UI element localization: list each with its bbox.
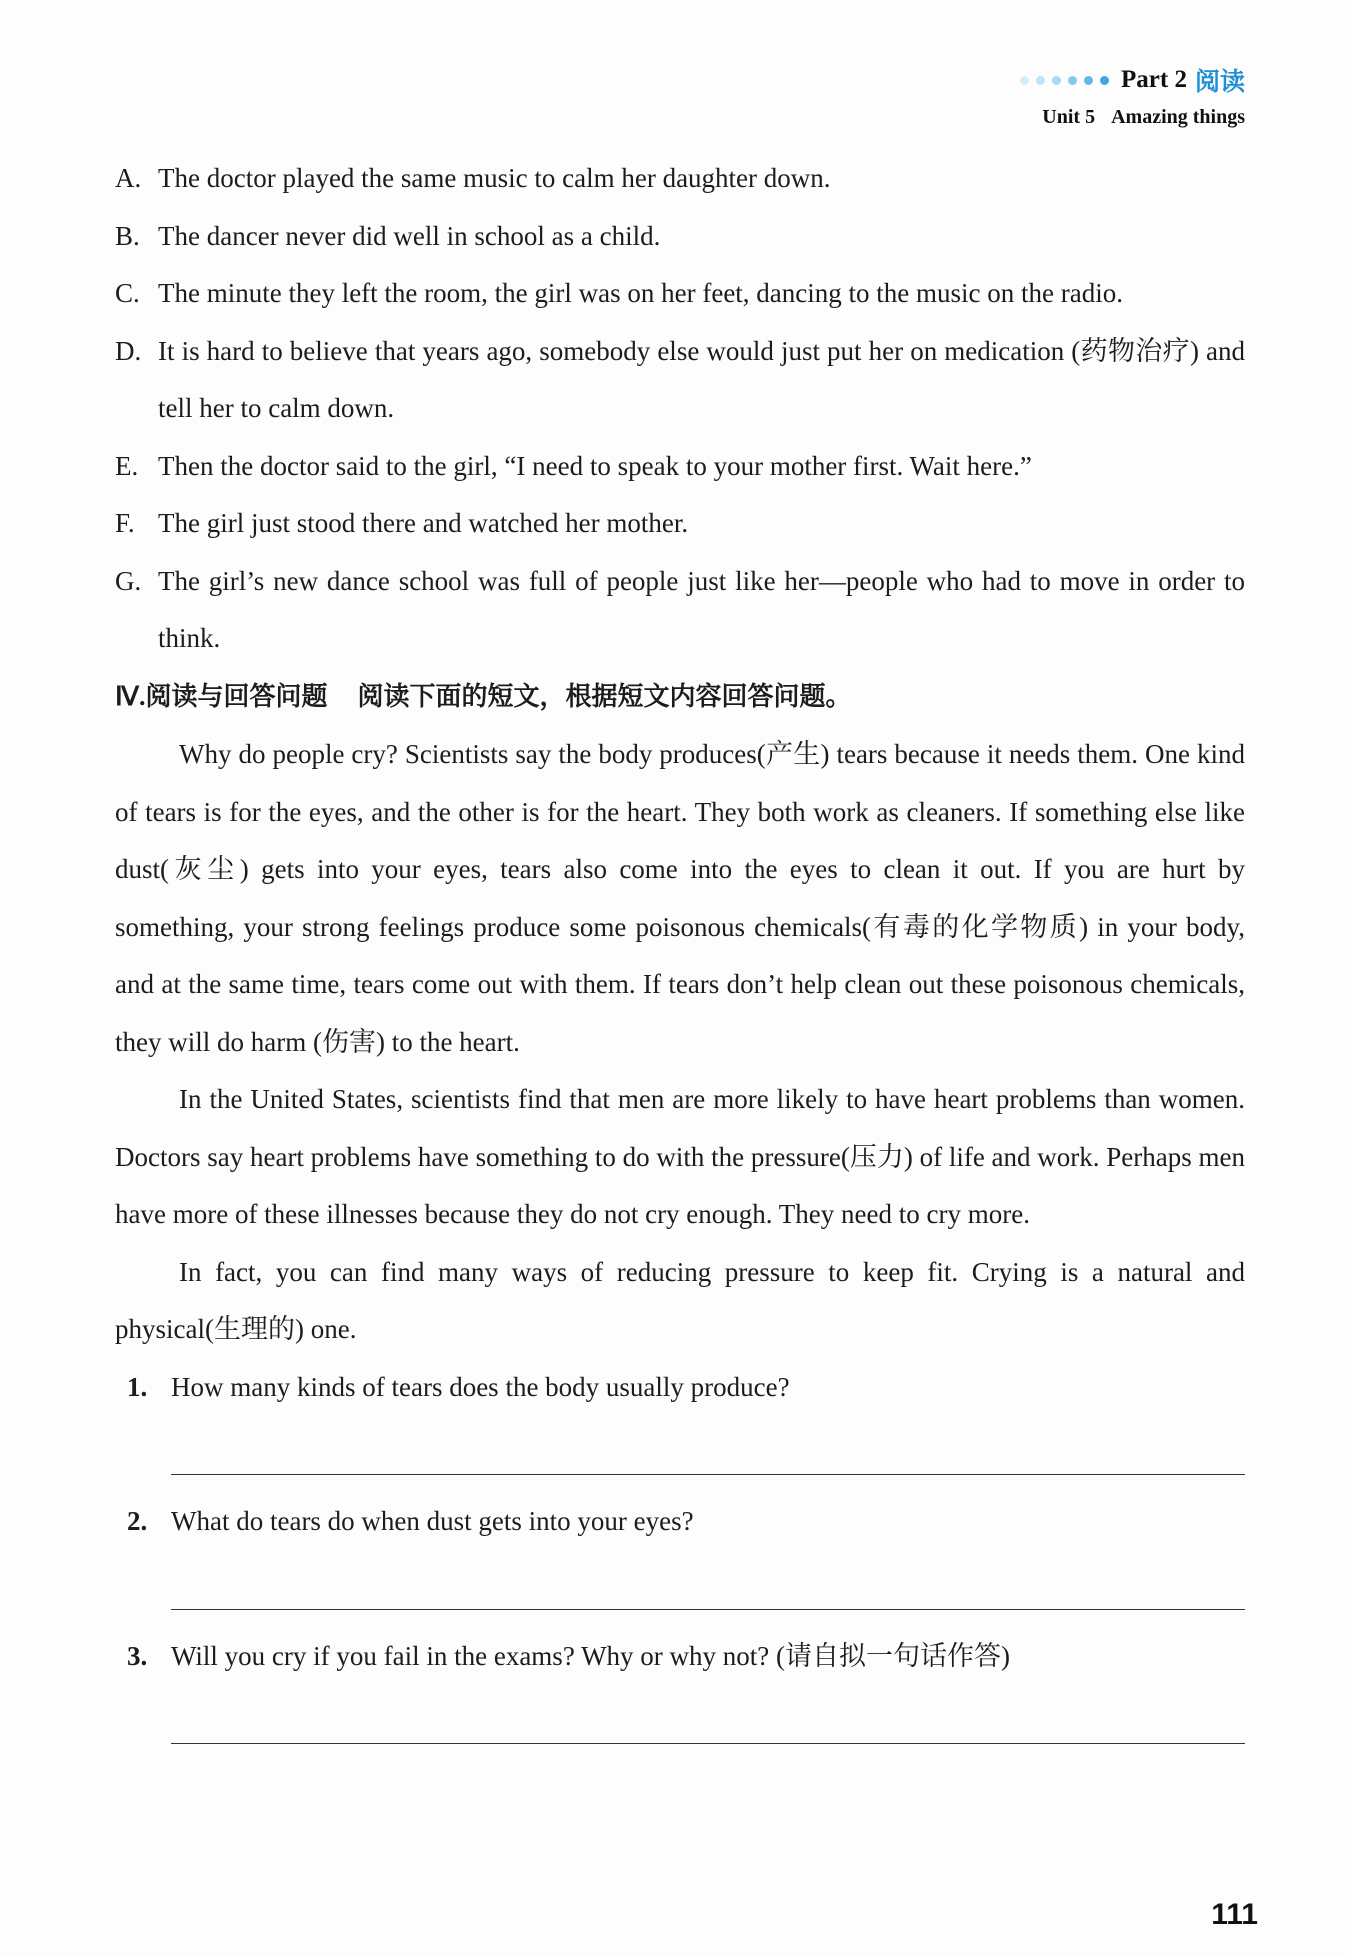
decorative-dots [1020, 76, 1109, 85]
option-b [115, 208, 1245, 266]
part-title: 阅读 [1194, 67, 1245, 96]
option-letter: D. [115, 335, 142, 366]
option-g [115, 553, 1245, 668]
dot-icon [1068, 76, 1077, 85]
option-text: The doctor played the same music to calm her daughter down. [158, 163, 831, 193]
option-text: The minute they left the room, the girl was on her feet, dancing to the music on the radio. [158, 278, 1123, 308]
reading-passage [115, 726, 1245, 1359]
question-2 [127, 1493, 1245, 1551]
question-number: 3. [127, 1640, 148, 1671]
page-content [115, 150, 1245, 1762]
question-list [115, 1359, 1245, 1745]
section-instruction: 阅读下面的短文，根据短文内容回答问题。 [357, 681, 852, 712]
part-label: Part 2 [1121, 66, 1187, 93]
option-c [115, 265, 1245, 323]
option-list [115, 150, 1245, 668]
unit-title: Amazing things [1111, 106, 1245, 128]
option-letter: C. [115, 278, 140, 308]
section-title: 阅读与回答问题 [145, 681, 328, 712]
answer-line-2[interactable] [171, 1551, 1245, 1610]
question-3 [127, 1628, 1245, 1686]
option-f [115, 495, 1245, 553]
option-letter: F. [115, 508, 135, 538]
unit-subtitle [1020, 106, 1245, 129]
option-letter: A. [115, 163, 142, 193]
question-text: Will you cry if you fail in the exams? Why or why not? (请自拟一句话作答) [171, 1640, 1011, 1671]
question-text: How many kinds of tears does the body usually produce? [171, 1371, 790, 1402]
question-number: 2. [127, 1506, 148, 1536]
option-d [115, 323, 1245, 438]
unit-label: Unit 5 [1042, 106, 1096, 128]
question-text: What do tears do when dust gets into your eyes? [171, 1506, 694, 1536]
option-letter: G. [115, 565, 142, 596]
dot-icon [1084, 76, 1093, 85]
dot-icon [1052, 76, 1061, 85]
page-number: 111 [1211, 1898, 1258, 1931]
option-text: Then the doctor said to the girl, “I need to speak to your mother first. Wait here.” [158, 450, 1032, 481]
passage-paragraph: In fact, you can find many ways of reducing pressure to keep fit. Crying is a natural and physical(生理的) one. [115, 1256, 1245, 1344]
option-text: The girl just stood there and watched her mother. [158, 508, 689, 538]
option-text: The girl’s new dance school was full of people just like her—people who had to move in order to think. [158, 565, 1245, 653]
option-text: It is hard to believe that years ago, somebody else would just put her on medication (药物治疗) and tell her to calm down. [158, 335, 1245, 423]
option-text: The dancer never did well in school as a child. [158, 220, 661, 251]
answer-line-3[interactable] [171, 1685, 1245, 1744]
option-a [115, 150, 1245, 208]
passage-paragraph: Why do people cry? Scientists say the body produces(产生) tears because it needs them. One kind of tears is for the eyes, and the other is for the heart. They both work as cleaners. If something else like dust(灰尘) gets into your eyes, tears also come into the eyes to clean it out. If you are hurt by something, your strong feelings produce some poisonous chemicals(有毒的化学物质) in your body, and at the same time, tears come out with them. If tears don’t help clean out these poisonous chemicals, they will do harm (伤害) to the heart. [115, 739, 1245, 1057]
option-letter: B. [115, 220, 140, 251]
dot-icon [1100, 76, 1109, 85]
option-letter: E. [115, 450, 139, 481]
option-e [115, 438, 1245, 496]
passage-paragraph: In the United States, scientists find that men are more likely to have heart problems than women. Doctors say heart problems have something to do with the pressure(压力) of life and work. Perhaps men have more of these illnesses because they do not cry enough. They need to cry more. [115, 1084, 1245, 1229]
answer-line-1[interactable] [171, 1416, 1245, 1475]
dot-icon [1036, 76, 1045, 85]
page-header [1020, 62, 1245, 129]
section-number: Ⅳ. [115, 681, 146, 711]
section-heading [115, 668, 1245, 727]
dot-icon [1020, 76, 1029, 85]
question-1 [127, 1359, 1245, 1417]
question-number: 1. [127, 1371, 148, 1402]
